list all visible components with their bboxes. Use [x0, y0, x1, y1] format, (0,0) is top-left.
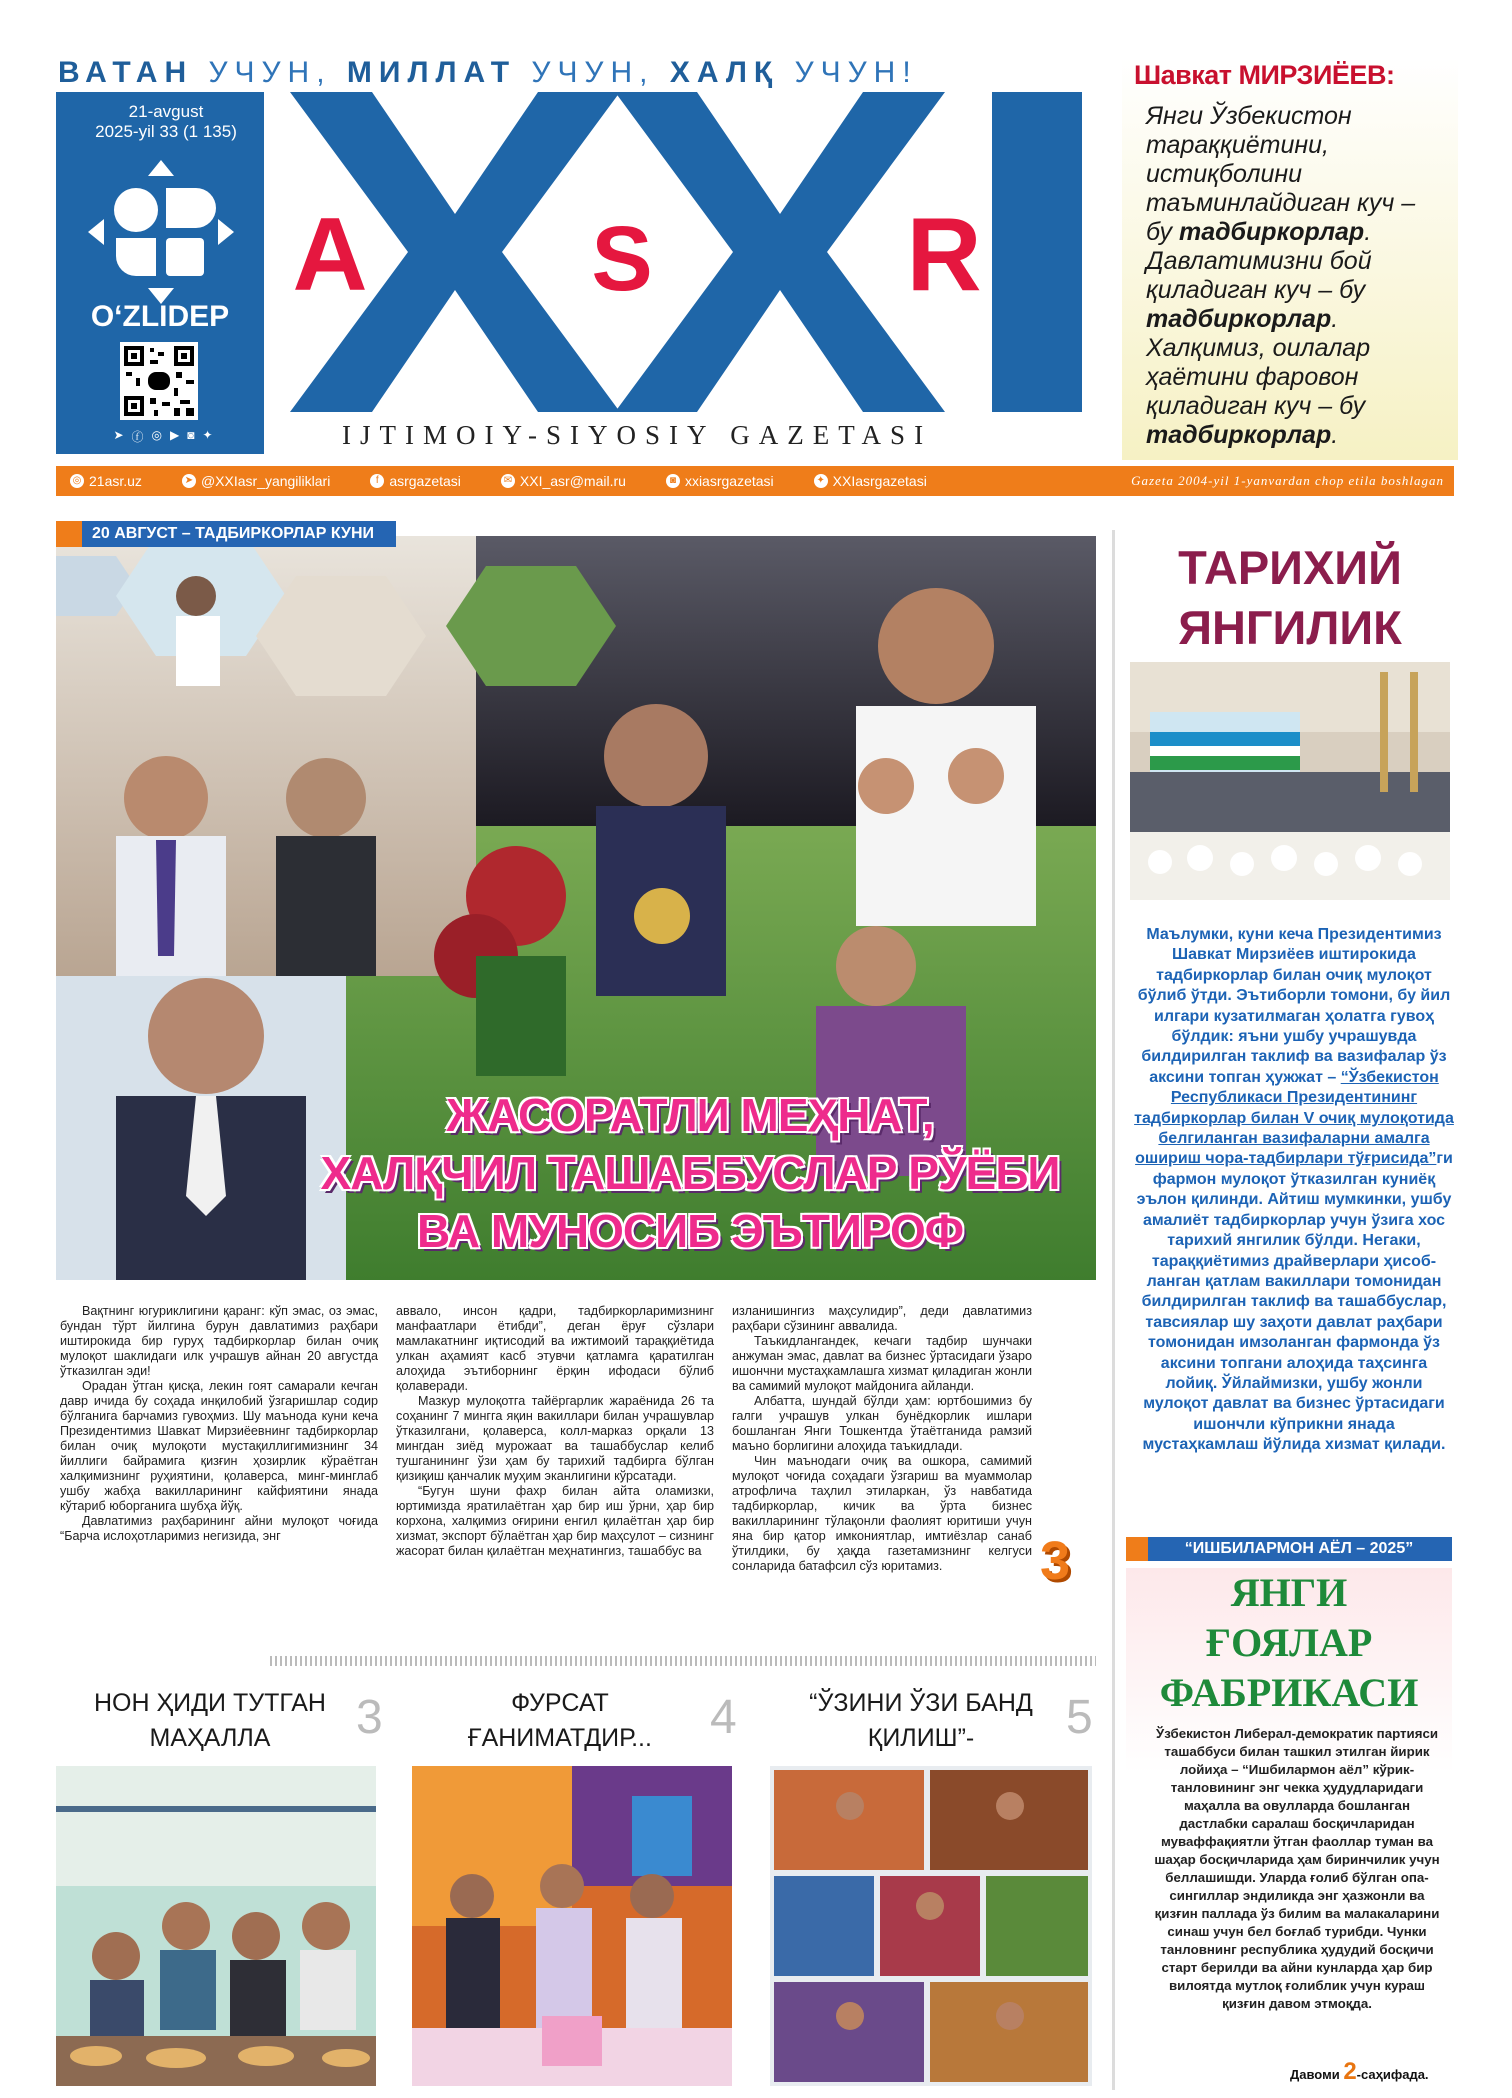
teaser-page-1[interactable]: 3 [356, 1691, 383, 1744]
section-divider [270, 1656, 1096, 1666]
newspaper-subtitle: IJTIMOIY-SIYOSIY GAZETASI [342, 420, 933, 450]
title-letter-s: S [591, 208, 653, 310]
instagram-icon: ◙ [666, 474, 680, 488]
contact-text: asrgazetasi [389, 473, 461, 489]
facebook-icon[interactable]: ⓕ [131, 430, 144, 444]
article-column-3 [732, 1304, 1032, 1574]
quote-part: . Халқимиз, оилалар ҳаётини фаровон қиладиган куч – бу [1146, 305, 1371, 420]
quote-emphasis: тадбиркорлар [1146, 305, 1332, 333]
mail-icon: ✉ [501, 474, 515, 488]
quote-emphasis: тадбиркорлар [1146, 421, 1332, 449]
contact-text: xxiasrgazetasi [684, 473, 774, 489]
contest-ribbon: “ИШБИЛАРМОН АЁЛ – 2025” [1126, 1537, 1452, 1561]
telegram-icon: ➤ [182, 474, 196, 488]
paragraph: Орадан ўтган қисқа, лекин гоят самарали кечган давр ичида бу соҳада инқилобий ўзгаришлар содир бўлганига барчамиз гувоҳмиз. Шу маънода куни кеча Президентимиз Шавкат Мирзиёевнинг тадбиркорлар билан очиқ мулоқоти мустақиллигимизнинг 34 йиллиги байрамига қизғин ҳозирлик кўраётган халқимизнинг руҳиятини, қолаверса, минг-минглаб ушбу жабҳа вакилларининг кайфиятини янада кўтариб юборганига шубҳа йўқ. [60, 1379, 378, 1513]
founded-note: Gazeta 2004-yil 1-yanvardan chop etila boshlagan [1131, 473, 1444, 488]
slogan-thin-2: УЧУН, [516, 56, 670, 89]
headline-line-3: ВА МУНОСИБ ЭЪТИРОФ [417, 1205, 963, 1257]
paragraph: аввало, инсон қадри, тадбиркорларимизнинг манфаатлари ётибди”, деган ёруғ сўзлари мамлакатнинг иқтисодий ва ижтимоий тараққиётида улкан аҳамият касб этувчи қатламга қаратилган алоҳида эътиборнинг ёрқин ифодаси бўлиб қолаверади. [396, 1304, 714, 1393]
teaser-photo-ceremony[interactable] [412, 1766, 732, 2086]
web-icon: ◎ [70, 474, 84, 488]
youtube-icon[interactable]: ▶ [170, 428, 180, 442]
sidebar-title [1130, 538, 1450, 658]
paragraph: Мазкур мулоқотга тайёргарлик жараёнида 26 та соҳанинг 7 мингга яқин вакиллари билан учрашувлар ўтказилгани, қолаверса, колл-марказ орқали 13 мингдан зиёд мурожаат ва ташаббуслар келиб тушганининг ўзи ҳам бу тарихий тадбирга бўлган қизиқиш қанчалик муҳим эканлигини кўрсатади. [396, 1394, 714, 1483]
teaser-title-2[interactable] [410, 1686, 710, 1756]
title-big: XXI [280, 92, 282, 93]
contest-title-line-1: ЯНГИ [1230, 1570, 1348, 1615]
teaser-page-2[interactable]: 4 [710, 1691, 737, 1744]
paragraph: “Бугун шуни фахр билан айта оламизки, юртимизда яратилаётган ҳар бир иш ўрни, ҳар бир корхона, халқимиз оғирини енгил қилаётган ҳар бир хизмат, экспорт бўлаётган ҳар бир маҳсулот – сизнинг жасорат билан қилаётган меҳнатингиз, ташаббус ва [396, 1484, 714, 1558]
title-letter-r: R [906, 197, 982, 313]
contest-title [1126, 1568, 1452, 1718]
qr-code[interactable] [120, 342, 198, 420]
slogan-word-2: МИЛЛАТ [346, 56, 517, 89]
continued-note[interactable] [1290, 2058, 1429, 2086]
teaser-title-line: МАҲАЛЛА [149, 1724, 271, 1752]
teaser-title-line: “ЎЗИНИ ЎЗИ БАНД ҚИЛИШ”- [809, 1689, 1033, 1752]
issue-date [76, 102, 256, 142]
masthead-slogan [58, 56, 1098, 90]
contest-title-line-2: ҒОЯЛАР [1205, 1620, 1373, 1665]
party-logo-icon [86, 158, 236, 306]
column-divider [1112, 530, 1115, 2090]
paragraph: изланишингиз маҳсулидир”, деди давлатимиз раҳбари сўзининг аввалида. [732, 1304, 1032, 1333]
quote-part: Янги Ўзбекистон тараққиётини, истиқболини таъминлайдиган куч – бу [1146, 102, 1416, 246]
social-icons-row [78, 428, 248, 448]
teaser-title-1[interactable] [60, 1686, 360, 1756]
slogan-word-1: ВАТАН [58, 56, 194, 89]
decree-link[interactable]: “Ўзбекистон Республикаси Президентининг тадбиркорлар билан V очиқ мулоқотида белгиланган вазифаларни амалга ошириш чора-тадбирлари тўғрисида” [1134, 1068, 1454, 1168]
teaser-photo-bakery[interactable] [56, 1766, 376, 2086]
contact-text: @XXIasr_yangiliklari [200, 473, 331, 489]
quote-part: . [1331, 421, 1339, 449]
party-logo-text: O‘ZLIDEP [90, 300, 230, 333]
continued-page-number[interactable]: 3 [1040, 1531, 1071, 1591]
contact-mail[interactable] [501, 473, 626, 489]
article-column-2 [396, 1304, 714, 1559]
twitter-icon[interactable]: ✦ [202, 428, 213, 442]
article-column-1 [60, 1304, 378, 1544]
contact-text: XXI_asr@mail.ru [519, 473, 626, 489]
paragraph: Давлатимиз раҳбарининг айни мулоқот чоғида “Барча ислоҳотларимиз негизида, энг [60, 1514, 378, 1543]
paragraph: Чин маънодаги очиқ ва ошкора, самимий мулоқот чоғида соҳадаги ўзгариш ва муаммолар атрофлича таҳлил этиларкан, ўз навбатида тадбиркорлар, кичик ва ўрта бизнес вакилларининг тўлақонли фаолият юритиши учун яна бир қатор имкониятлар, имтиёзлар санаб ўтилдики, бу ҳақда газетамизнинг келгуси сонларида батафсил сўз юритамиз. [732, 1454, 1032, 1573]
slogan-thin-1: УЧУН, [193, 56, 347, 89]
sidebar-text-part: Маълумки, куни кеча Президентимиз Шавкат Мирзиёев иштирокида тадбиркорлар билан очиқ мулоқот бўлиб ўтди. Эътиборли томони, бу йил илгари кузатилмаган ҳолатга гувоҳ бўлдик: яъни ушбу учрашувда билдирилган таклиф ва вазифалар ўз аксини топган ҳужжат – [1137, 926, 1451, 1086]
continued-suffix: -саҳифада. [1356, 2067, 1429, 2082]
contacts-bar [56, 466, 1454, 496]
continued-page: 2 [1343, 2058, 1357, 2085]
meeting-hall-photo [1130, 662, 1450, 900]
contact-text: 21asr.uz [89, 473, 142, 489]
contact-telegram[interactable] [182, 473, 330, 489]
contact-twitter[interactable] [814, 473, 927, 489]
contest-text: Ўзбекистон Либерал-демократик партияси ташаббуси билан ташкил этилган йирик лойиҳа – “Ишбилармон аёл” кўрик-танловининг энг чекка ҳудудларидаги маҳалла ва овулларда бошланган дастлабки саралаш босқичларидан муваффақиятли ўтган фаоллар туман ва шаҳар босқичларида ҳам биринчилик учун беллашишди. Уларда ғолиб бўлган опа-сингиллар эндиликда энг ҳазжонли ва қизғин палладa ўз билим ва малакаларини синаш учун бел боғлаб турибди. Чунки танловнинг республика ҳудудий босқичи старт берилди ва айни кунларда ҳар бир вилоятда мутлоқ ғолиблик учун кураш қизғин давом этмоқда. [1154, 1726, 1440, 2011]
sidebar-title-line-1: ТАРИХИЙ [1178, 541, 1402, 594]
contact-instagram[interactable] [666, 473, 774, 489]
slogan-thin-3: УЧУН! [779, 56, 918, 89]
telegram-icon[interactable]: ➤ [113, 428, 124, 442]
contact-facebook[interactable] [370, 473, 461, 489]
continued-prefix: Давоми [1290, 2067, 1344, 2082]
sidebar-title-line-2: ЯНГИЛИК [1178, 601, 1402, 654]
main-headline [290, 1086, 1090, 1260]
quote-part: . Давлатимизни бой қиладиган куч – бу [1146, 218, 1372, 304]
headline-line-2: ХАЛҚЧИЛ ТАШАББУСЛАР РЎЁБИ [320, 1147, 1060, 1199]
facebook-icon: f [370, 474, 384, 488]
sidebar-text [1134, 925, 1454, 1456]
teaser-title-line: ҒАНИМАТДИР... [468, 1724, 652, 1752]
newspaper-logo [280, 92, 1100, 412]
sidebar-text-part: ги фармон мулоқот ўтказилган куниёқ эълон қилинди. Айтиш мумкинки, ушбу амалиёт тадбиркорлар учун ўзига хос тарихий янгилик бўлди. Негаки, тараққиётимиз драйверлари ҳисобланган қатлам вакиллари томонидан билдирилган таклиф ва ташаббуслар, тавсиялар шу заҳоти давлат раҳбари томонидан имзоланган фармонда ўз аксини топгани алоҳида таҳсинга лойиқ. Ўйлаймизки, ушбу жонли мулоқот давлат ва бизнес ўртасидаги ишончли кўприкни янада мустаҳкамлаш йўлида хизмат қилади. [1136, 1150, 1453, 1454]
paragraph: Албатта, шундай бўлди ҳам: юртбошимиз бу галги учрашув улкан бунёдкорлик ишлари бошланган Янги Тошкентда ўтаётганида рамзий маъно борлигини алоҳида таъкидлади. [732, 1394, 1032, 1453]
contact-text: XXIasrgazetasi [832, 473, 927, 489]
headline-line-1: ЖАСОРАТЛИ МЕҲНАТ, [446, 1089, 934, 1141]
teaser-photo-crafts[interactable] [770, 1766, 1092, 2086]
teaser-page-3[interactable]: 5 [1066, 1691, 1093, 1744]
issue-number: 2025-yil 33 (1 135) [95, 122, 237, 141]
web-icon[interactable]: ◎ [151, 428, 162, 442]
paragraph: Вақтнинг югуриклигини қаранг: кўп эмас, оз эмас, бундан тўрт йилгина бурун давлатимиз раҳбари иштирокида бир гуруҳ тадбиркорлар билан очиқ мулоқот шаклидаги илк учрашув айнан 20 августда ўтказилган эди! [60, 1304, 378, 1378]
contact-web[interactable] [70, 473, 142, 489]
instagram-icon[interactable]: ◙ [187, 428, 195, 442]
quote-author: Шавкат МИРЗИЁЕВ: [1134, 60, 1395, 90]
issue-date-day: 21-avgust [128, 102, 204, 121]
title-letter-a: A [292, 197, 368, 313]
contest-title-line-3: ФАБРИКАСИ [1159, 1670, 1419, 1715]
quote-emphasis: тадбиркорлар [1178, 218, 1365, 246]
teaser-title-line: НОН ҲИДИ ТУТГАН [93, 1689, 326, 1717]
paragraph: Таъкидлангандек, кечаги тадбир шунчаки анжуман эмас, давлат ва бизнес ўртасидаги ўзаро ишончни мустаҳкамлашга хизмат қиладиган жонли ва самимий мулоқот майдонига айланди. [732, 1334, 1032, 1393]
slogan-word-3: ХАЛҚ [669, 56, 780, 89]
teaser-title-line: ФУРСАТ [511, 1689, 609, 1717]
twitter-icon: ✦ [814, 474, 828, 488]
quote-text [1146, 102, 1446, 450]
main-ribbon: 20 АВГУСТ – ТАДБИРКОРЛАР КУНИ [56, 521, 396, 547]
